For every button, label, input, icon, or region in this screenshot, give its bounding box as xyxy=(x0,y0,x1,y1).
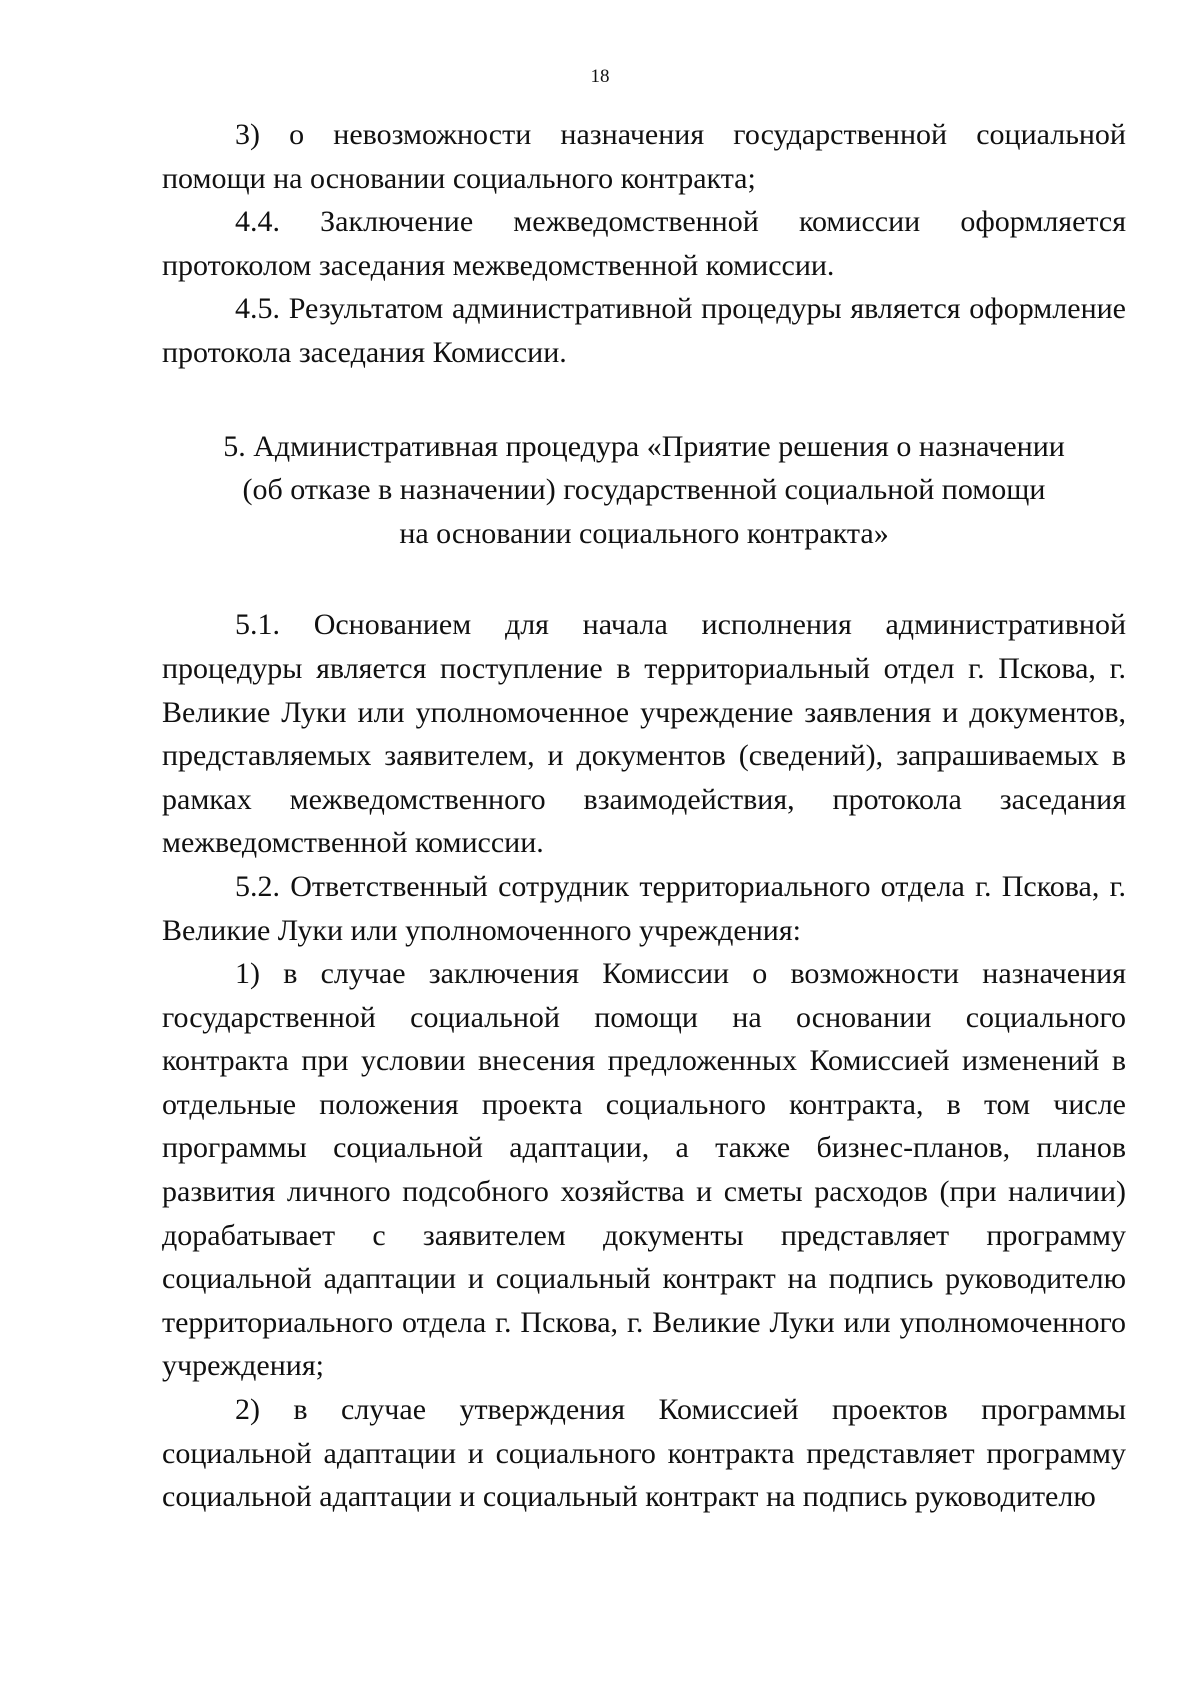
section-5-heading-line: 5. Административная процедура «Приятие решения о назначении xyxy=(223,429,1065,463)
paragraph-item-3: 3) о невозможности назначения государственной социальной помощи на основании социального контракта; xyxy=(162,118,1126,195)
page-number: 18 xyxy=(590,66,610,87)
paragraph-5-2-item-2: 2) в случае утверждения Комиссией проектов программы социальной адаптации и социального контракта представляет программу социальной адаптации и социальный контракт на подпись руководителю xyxy=(162,1393,1126,1514)
section-5-heading-line: (об отказе в назначении) государственной социальной помощи xyxy=(242,473,1046,507)
document-body xyxy=(162,113,1126,1519)
paragraph-5-2-item-1: 1) в случае заключения Комиссии о возможности назначения государственной социальной помощи на основании социального контракта при условии внесения предложенных Комиссией изменений в отдельные положения проекта социального контракта, в том числе программы социальной адаптации, а также бизнес-планов, планов развития личного подсобного хозяйства и сметы расходов (при наличии) дорабатывает с заявителем документы представляет программу социальной адаптации и социальный контракт на подпись руководителю территориального отдела г. Пскова, г. Великие Луки или уполномоченного учреждения; xyxy=(162,957,1126,1383)
section-5-heading-line: на основании социального контракта» xyxy=(399,516,889,550)
paragraph-4-4: 4.4. Заключение межведомственной комиссии оформляется протоколом заседания межведомственной комиссии. xyxy=(162,205,1126,282)
section-5-heading xyxy=(162,375,1126,604)
paragraph-5-1: 5.1. Основанием для начала исполнения административной процедуры является поступление в территориальный отдел г. Пскова, г. Великие Луки или уполномоченное учреждение заявления и документов, представляемых заявителем, и документов (сведений), запрашиваемых в рамках межведомственного взаимодействия, протокола заседания межведомственной комиссии. xyxy=(162,608,1126,860)
paragraph-5-2: 5.2. Ответственный сотрудник территориального отдела г. Пскова, г. Великие Луки или уполномоченного учреждения: xyxy=(162,869,1126,947)
paragraph-4-5: 4.5. Результатом административной процедуры является оформление протокола заседания Комиссии. xyxy=(162,292,1126,369)
